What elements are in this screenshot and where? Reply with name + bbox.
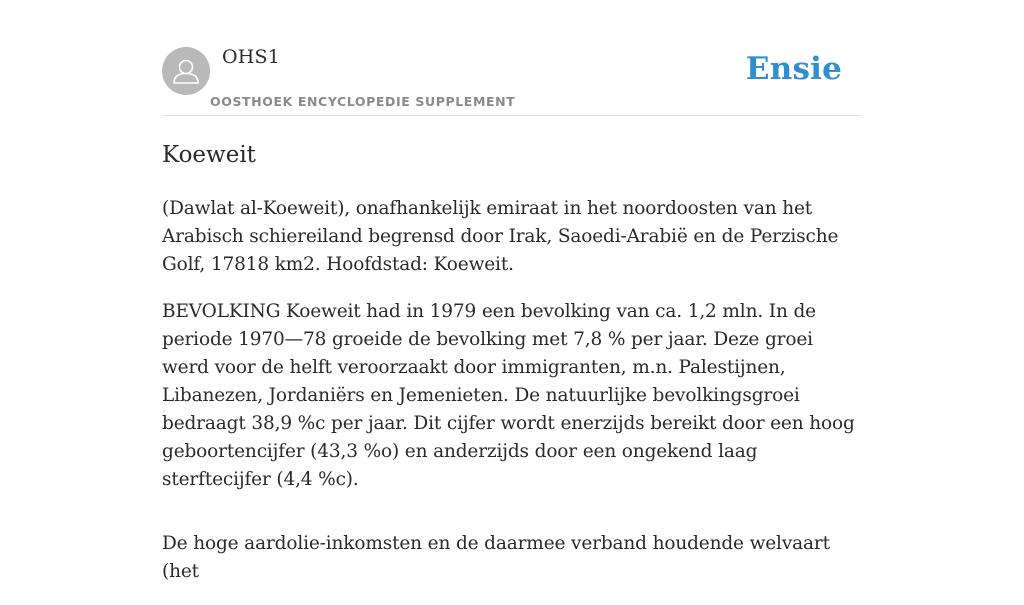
article-paragraph: (Dawlat al-Koeweit), onafhankelijk emiraat in het noordoosten van het Arabisch schiereiland begrensd door Irak, Saoedi-Arabië en de Perzische Golf, 17818 km2. Hoofdstad: Koeweit. — [162, 198, 839, 275]
header — [162, 0, 862, 116]
article-paragraph: BEVOLKING Koeweit had in 1979 een bevolking van ca. 1,2 mln. In de periode 1970—78 groeide de bevolking met 7,8 % per jaar. Deze groei werd voor de helft veroorzaakt door immigranten, m.n. Palestijnen, Libanezen, Jordaniërs en Jemenieten. De natuurlijke bevolkingsgroei bedraagt 38,9 %c per jaar. Dit cijfer wordt enerzijds bereikt door een hoog geboortencijfer (43,3 %o) en anderzijds door een ongekend laag sterftecijfer (4,4 %c). — [162, 301, 855, 490]
source-name[interactable]: OOSTHOEK ENCYCLOPEDIE SUPPLEMENT — [210, 94, 516, 109]
site-logo[interactable]: Ensie — [745, 51, 842, 87]
user-silhouette-icon — [162, 47, 210, 95]
article-paragraph: De hoge aardolie-inkomsten en de daarmee verband houdende welvaart (het — [162, 533, 830, 582]
article-title: Koeweit — [162, 142, 256, 168]
article — [162, 139, 862, 605]
user-avatar-icon — [162, 47, 210, 95]
source-code[interactable]: OHS1 — [222, 46, 281, 68]
